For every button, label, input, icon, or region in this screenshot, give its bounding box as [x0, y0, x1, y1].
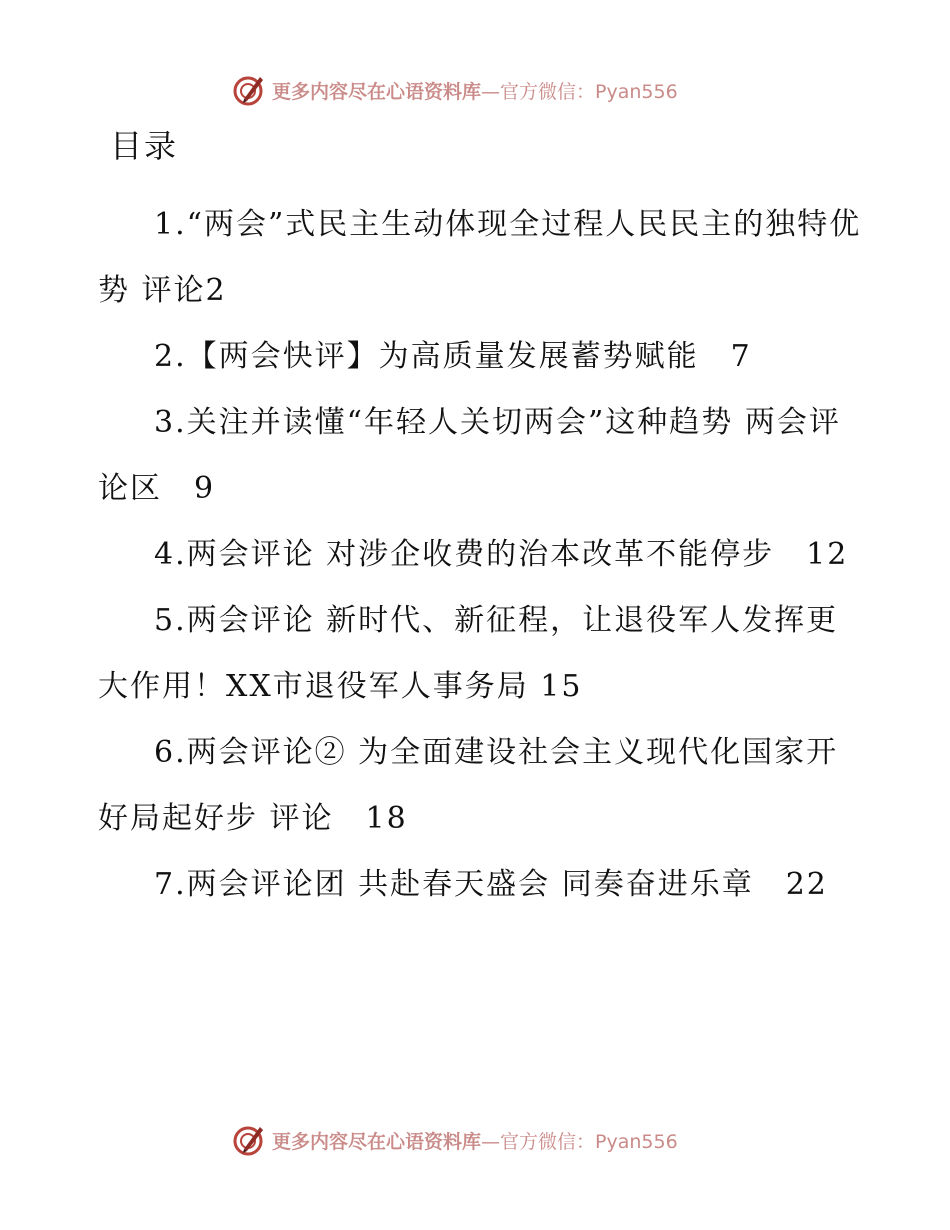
banner-contact-text: —官方微信：Pyan556	[481, 80, 678, 103]
toc-item[interactable]: 1.“两会”式民主生动体现全过程人民民主的独特优势 评论2	[98, 207, 862, 308]
toc-title: 目录	[110, 127, 179, 165]
toc-item[interactable]: 4.两会评论 对涉企收费的治本改革不能停步 12	[154, 537, 849, 572]
footer-banner	[232, 1120, 732, 1160]
banner-brand-text: 更多内容尽在心语资料库	[272, 80, 482, 103]
toc-item[interactable]: 7.两会评论团 共赴春天盛会 同奏奋进乐章 22	[154, 867, 828, 902]
pen-logo-icon	[232, 73, 266, 107]
toc-item[interactable]: 2.【两会快评】为高质量发展蓄势赋能 7	[154, 339, 752, 374]
pen-logo-icon	[232, 1123, 266, 1157]
toc-item[interactable]: 6.两会评论② 为全面建设社会主义现代化国家开好局起好步 评论 18	[98, 735, 839, 836]
header-banner	[232, 70, 732, 110]
toc-list	[98, 192, 868, 918]
banner-brand-text: 更多内容尽在心语资料库	[272, 1130, 482, 1153]
banner-contact-text: —官方微信：Pyan556	[481, 1130, 678, 1153]
toc-item[interactable]: 5.两会评论 新时代、新征程，让退役军人发挥更大作用！XX市退役军人事务局 15	[98, 603, 839, 704]
toc-item[interactable]: 3.关注并读懂“年轻人关切两会”这种趋势 两会评论区 9	[98, 405, 841, 506]
